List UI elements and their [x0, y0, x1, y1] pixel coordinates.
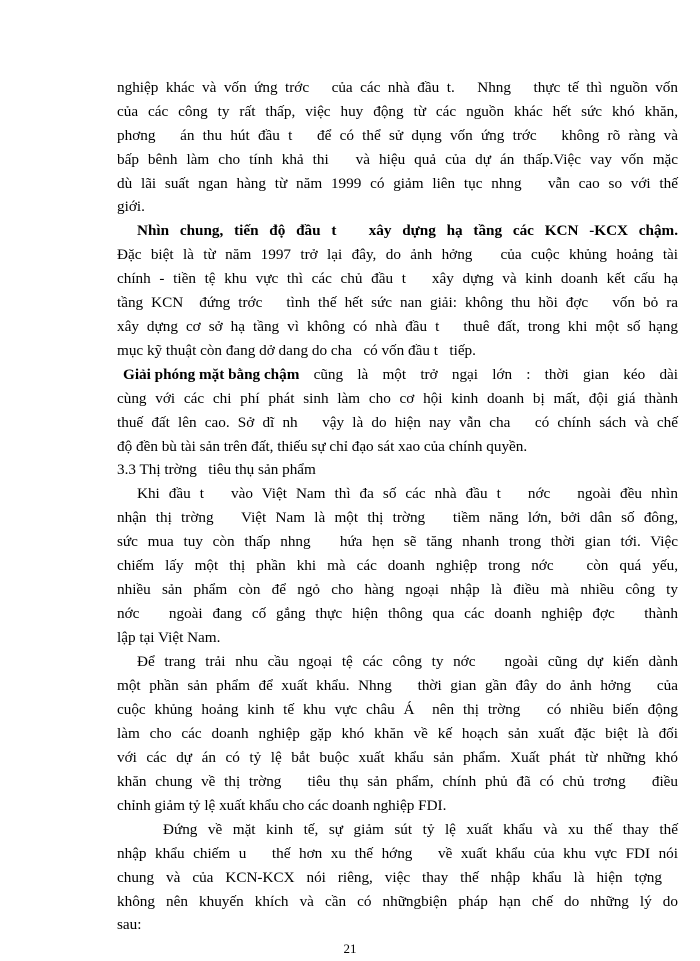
paragraph-line: tầng KCN đứng trớc tình thế hết sức nan giải: không thu hồi đợc vốn bỏ ra [117, 294, 678, 311]
paragraph-line: chính - tiền tệ khu vực thì các chủ đầu t xây dựng và kinh doanh kết cấu hạ [117, 270, 678, 287]
paragraph-lead-bold: Nhìn chung, tiến độ đầu t xây dựng hạ tầng các KCN -KCX chậm. [137, 222, 678, 239]
paragraph-line: cuộc khủng hoảng kinh tế khu vực châu Á nên thị trờng có nhiều biến động [117, 701, 678, 718]
paragraph-line: không nên khuyến khích và cần có nhữngbiện pháp hạn chế do những lý do [117, 893, 678, 910]
paragraph-line: bấp bênh làm cho tính khả thi và hiệu quả của dự án thấp.Việc vay vốn mặc [117, 151, 678, 168]
paragraph-line: phơng án thu hút đầu t để có thể sử dụng vốn ứng trớc không rõ ràng và [117, 127, 678, 144]
paragraph-line: nhận thị trờng Việt Nam là một thị trờng tiềm năng lớn, bởi dân số đông, [117, 509, 678, 526]
paragraph-first-line [123, 364, 678, 387]
paragraph-line: chiếm lấy một thị phần khi mà các doanh nghiệp trong nớc còn quá yếu, [117, 557, 678, 574]
paragraph-line: cùng với các chi phí phát sinh làm cho cơ hội kinh doanh bị mất, đội giá thành [117, 390, 678, 407]
paragraph-line: độ đền bù tài sản trên đất, thiếu sự chỉ đạo sát xao của chính quyền. [117, 438, 528, 455]
section-heading: 3.3 Thị trờng tiêu thụ sản phẩm [117, 461, 316, 478]
paragraph-line: nhập khẩu chiếm u thế hơn xu thế hớng về xuất khẩu của khu vực FDI nói [117, 845, 678, 862]
page-number: 21 [343, 941, 357, 956]
paragraph-line: của các công ty rất thấp, việc huy động từ các nguồn khác hết sức khó khăn, [117, 103, 678, 120]
paragraph-line: nhiều sản phẩm còn để ngỏ cho hàng ngoại nhập là điều mà nhiều công ty [117, 581, 678, 598]
paragraph-line: dù lãi suất ngan hàng từ năm 1999 có giảm liên tục nhng vẫn cao so với thế [117, 175, 678, 192]
paragraph-line: Để trang trải nhu cầu ngoại tệ các công ty nớc ngoài cũng dự kiến dành [137, 653, 678, 670]
paragraph-line: làm cho các doanh nghiệp gặp khó khăn về kế hoạch sản xuất đặc biệt là đối [117, 725, 678, 742]
paragraph-line: chỉnh giảm tỷ lệ xuất khẩu cho các doanh nghiệp FDI. [117, 797, 447, 814]
paragraph-line: thuế đất lên cao. Sở dĩ nh vậy là do hiện nay vẫn cha có chính sách và chế [117, 414, 678, 431]
paragraph-line: nớc ngoài đang cố gắng thực hiện thông qua các doanh nghiệp đợc thành [117, 605, 678, 622]
paragraph-line: khăn chung về thị trờng tiêu thụ sản phẩm, chính phủ đã có chủ trơng điều [117, 773, 678, 790]
paragraph-line: Đặc biệt là từ năm 1997 trở lại đây, do ảnh hởng của cuộc khủng hoảng tài [117, 246, 678, 263]
paragraph-line: giới. [117, 198, 145, 215]
paragraph-line: sức mua tuy còn thấp nhng hứa hẹn sẽ tăng nhanh trong thời gian tới. Việc [117, 533, 678, 550]
paragraph-lead-bold: Giải phóng mặt bằng chậm [123, 366, 300, 383]
paragraph-line: nghiệp khác và vốn ứng trớc của các nhà đầu t. Nhng thực tế thì nguồn vốn [117, 79, 678, 96]
paragraph-line: một phần sản phẩm để xuất khẩu. Nhng thời gian gần đây do ảnh hởng của [117, 677, 678, 694]
paragraph-line: sau: [117, 916, 142, 933]
paragraph-line-rest: cũng là một trở ngại lớn : thời gian kéo dài [299, 366, 678, 383]
paragraph-line: chung và của KCN-KCX nói riêng, việc thay thế nhập khẩu là hiện tợng [117, 869, 662, 886]
paragraph-line: lập tại Việt Nam. [117, 629, 221, 646]
paragraph-line: với các dự án có tỷ lệ bắt buộc xuất khẩu sản phẩm. Xuất phát từ những khó [117, 749, 678, 766]
paragraph-line: Đứng về mặt kinh tế, sự giảm sút tỷ lệ xuất khẩu và xu thế thay thế [163, 821, 678, 838]
paragraph-line: Khi đầu t vào Việt Nam thì đa số các nhà đầu t nớc ngoài đều nhìn [137, 485, 678, 502]
paragraph-line: mục kỹ thuật còn đang dở dang do cha có vốn đầu t tiếp. [117, 342, 476, 359]
paragraph-line: xây dựng cơ sở hạ tầng vì không có nhà đầu t thuê đất, trong khi một số hạng [117, 318, 678, 335]
